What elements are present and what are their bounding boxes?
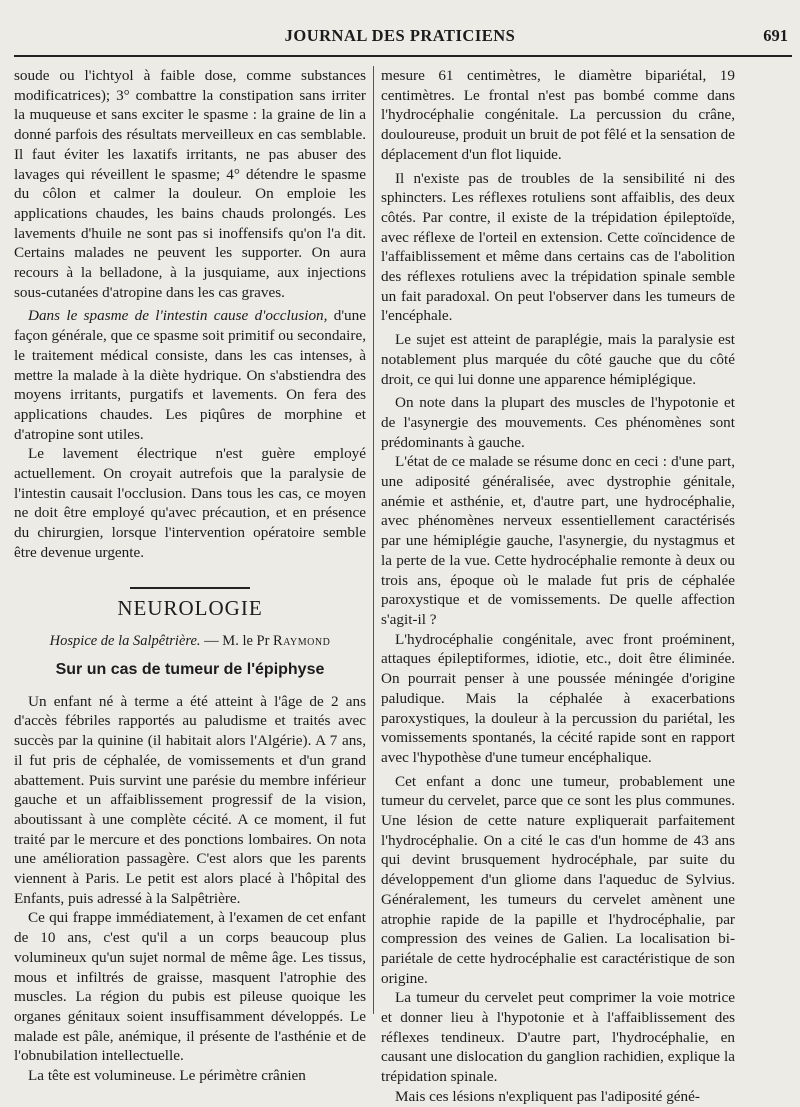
section-title: NEUROLOGIE [117, 595, 263, 620]
header-rule [14, 55, 792, 57]
paragraph: Cet enfant a donc une tumeur, probablement une tumeur du cervelet, parce que ce sont les plus communes. Une lésion de cette nature expliquerait parfaitement l'hydrocéphalie. On a cité le cas d'un homme de 43 ans qui devint brusquement hydrocéphale, par suite du développement d'un gliome dans l'aqueduc de Sylvius. Généralement, les tumeurs du cervelet amènent une atrophie rapide de la papille et l'hydrocéphalie, par compression des veines de Galien. La localisation bi-pariétale de cette hydrocéphalie est caractéristique de son origine. [381, 772, 735, 987]
section-divider [14, 587, 366, 589]
paragraph: Le sujet est atteint de paraplégie, mais la paralysie est notablement plus marquée du côté gauche que du côté droit, ce qui lui donne une apparence hémiplégique. [381, 331, 735, 388]
byline-institution: Hospice de la Salpêtrière. [49, 633, 201, 650]
paragraph: Le lavement électrique n'est guère employé actuellement. On croyait autrefois que la paralysie de l'intestin causait l'occlusion. Dans tous les cas, ce moyen ne doit être employé qu'avec précaution, et en présence du chirurgien, lorsque l'intervention opératoire semble être devenue urgente. [14, 445, 366, 561]
page-header [0, 0, 800, 60]
right-column [381, 66, 735, 1107]
italic-lead: Dans le spasme de l'intestin cause d'occlusion, [28, 307, 328, 325]
paragraph: Ce qui frappe immédiatement, à l'examen de cet enfant de 10 ans, c'est qu'il a un corps beaucoup plus volumineux qu'un sujet normal de même âge. Les tissus, mous et infiltrés de graisse, masquent l'atrophie des muscles. La région du pubis est pileuse quoique les organes génitaux soient insuffisamment développés. Le malade est pâle, anémique, il présente de l'asthénie et de l'obnubilation intellectuelle. [14, 909, 366, 1065]
section-rule [130, 587, 250, 589]
paragraph: soude ou l'ichtyol à faible dose, comme substances modificatrices); 3° combattre la constipation sans irriter la muqueuse et sans exciter le spasme : la graine de lin a donné parfois des résultats merveilleux en cas semblable. Il faut éviter les laxatifs irritants, ne pas abuser des lavages qui réveillent le spasme; 4° détendre le spasme du côlon et calmer la douleur. On emploie les applications chaudes, les bains chauds prolongés. Les lavements d'huile ne sont pas si inoffensifs qu'on l'a dit. Certains malades ne peuvent les supporter. On aura recours à la belladone, à la jusquiame, aux injections sous-cutanées d'atropine dans les cas graves. [14, 67, 366, 301]
paragraph: La tête est volumineuse. Le périmètre crânien [28, 1067, 306, 1085]
paragraph: L'état de ce malade se résume donc en ceci : d'une part, une adiposité généralisée, avec dystrophie génitale, anémie et asthénie, et, d'autre part, une hydrocéphalie, avec phénomènes nerveux essentiellement caractérisés par une hémiplégie gauche, l'asynergie, du nystagmus et la perte de la vue. Cette hydrocéphalie remonte à deux ou trois ans, époque où le malade fut pris de céphalée paroxystique et de vomissements. De quelle affection s'agit-il ? [381, 453, 735, 628]
page-number: 691 [763, 26, 788, 45]
column-divider [373, 66, 374, 1014]
article-title: Sur un cas de tumeur de l'épiphyse [55, 660, 325, 678]
paragraph: mesure 61 centimètres, le diamètre bipariétal, 19 centimètres. Le frontal n'est pas bombé comme dans l'hydrocéphalie congénitale. La percussion du crâne, douloureuse, produit un bruit de pot fêlé et la sensation de déplacement d'un flot liquide. [381, 67, 735, 163]
paragraph: L'hydrocéphalie congénitale, avec front proéminent, attaques épileptiformes, idiotie, etc., doit être éliminée. On pourrait penser à une poussée méningée d'origine paludique. Mais la céphalée à exacerbations paroxystiques, la douleur à la percussion du pariétal, les vomissements spontanés, la cécité rapide sont en rapport avec l'hypothèse d'une tumeur encéphalique. [381, 630, 735, 766]
byline-dash: — M. le Pr [200, 633, 274, 650]
byline [14, 632, 366, 652]
left-column [14, 66, 366, 1086]
paragraph-text: d'une façon générale, que ce spasme soit primitif ou secondaire, le traitement médical consiste, dans les cas intenses, à mettre la malade à la diète hydrique. On s'abstiendra des moyens irritants, purgatifs et lavements. On fera des applications chaudes. Les piqûres de morphine et d'atropine sont utiles. [14, 307, 366, 443]
paragraph: Il n'existe pas de troubles de la sensibilité ni des sphincters. Les réflexes rotuliens sont affaiblis, des deux côtés. Par contre, il existe de la trépidation épileptoïde, avec réflexe de l'orteil en extension. Cette coïncidence de l'affaiblissement et même dans certains cas de l'abolition des réflexes rotuliens avec la trépidation spinale semble un fait paradoxal. On peut l'observer dans les tumeurs de l'encéphale. [381, 169, 735, 325]
paragraph: On note dans la plupart des muscles de l'hypotonie et de l'asynergie des mouvements. Ces phénomènes sont prédominants à gauche. [381, 394, 735, 451]
byline-author: Raymond [273, 633, 331, 650]
paragraph: Mais ces lésions n'expliquent pas l'adiposité géné- [395, 1087, 700, 1105]
journal-title: JOURNAL DES PRATICIENS [284, 26, 516, 45]
paragraph [14, 306, 366, 444]
paragraph: La tumeur du cervelet peut comprimer la voie motrice et donner lieu à l'hypotonie et à l'affaiblissement des réflexes tendineux. D'autre part, l'hydrocéphalie, en causant une dislocation du ganglion rachidien, explique la trépidation spinale. [381, 989, 735, 1086]
paragraph: Un enfant né à terme a été atteint à l'âge de 2 ans d'accès fébriles rapportés au paludisme et traités avec succès par la quinine (il habitait alors l'Algérie). A 7 ans, il fut pris de céphalée, de vomissements et d'un grand abattement. Puis survint une parésie du membre inférieur gauche et un affaiblissement progressif de la vision, aboutissant à une complète cécité. A ce moment, il fut traité par le mercure et des ponctions lombaires. On nota une amélioration passagère. C'est alors que les parents viennent à Paris. Le petit est alors placé à l'hôpital des Enfants, puis adressé à la Salpêtrière. [14, 692, 366, 907]
